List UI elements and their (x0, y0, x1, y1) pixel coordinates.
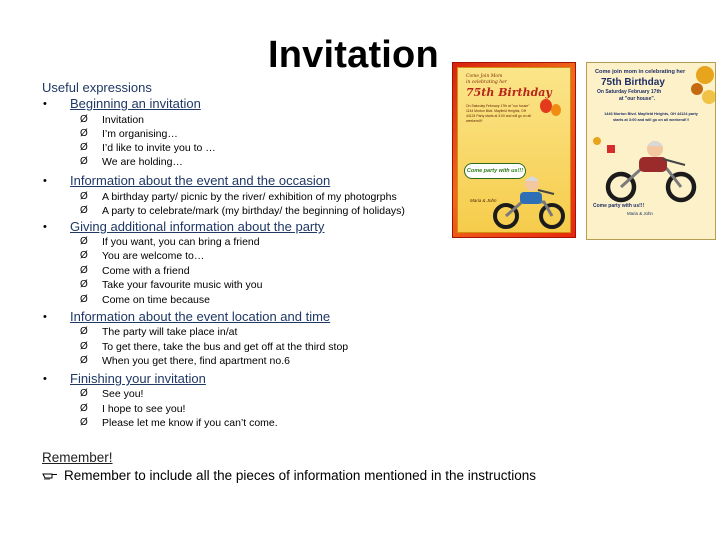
arrow-bullet-icon: Ø (80, 403, 88, 414)
arrow-bullet-icon: Ø (80, 355, 88, 366)
section-heading: Giving additional information about the party (70, 219, 325, 234)
invitation-card-image-2 (586, 62, 716, 240)
arrow-bullet-icon: Ø (80, 114, 88, 125)
balloons-icon (536, 96, 566, 126)
grandma-motorbike-icon (601, 139, 701, 203)
bullet: • (43, 221, 47, 233)
arrow-bullet-icon: Ø (80, 388, 88, 399)
slide-title: Invitation (268, 34, 439, 76)
grandma-motorbike-icon (488, 172, 570, 230)
bullet: • (43, 311, 47, 323)
bullet: • (43, 175, 47, 187)
card-details: On Saturday February 17th at "our house" 1144 Morton Blvd. Mayfield Heights, OH 44124 Party starts at 3:00 and will go on all weekend!!! (466, 104, 531, 123)
section-heading: Beginning an invitation (70, 96, 201, 111)
arrow-bullet-icon: Ø (80, 250, 88, 261)
bullet: • (43, 98, 47, 110)
card-text: Come Join Mom (466, 74, 503, 79)
card-inner (457, 67, 571, 233)
section-heading: Finishing your invitation (70, 371, 206, 386)
card-names: Maria & John (627, 211, 653, 216)
arrow-bullet-icon: Ø (80, 128, 88, 139)
arrow-bullet-icon: Ø (80, 236, 88, 247)
arrow-bullet-icon: Ø (80, 341, 88, 352)
arrow-bullet-icon: Ø (80, 279, 88, 290)
remember-text: Remember to include all the pieces of information mentioned in the instructions (64, 468, 536, 483)
card-text: On Saturday February 17th (597, 89, 662, 95)
section-heading: Information about the event and the occasion (70, 173, 331, 188)
bullet: • (43, 373, 47, 385)
arrow-bullet-icon: Ø (80, 294, 88, 305)
section-heading: Information about the event location and time (70, 309, 331, 324)
arrow-bullet-icon: Ø (80, 142, 88, 153)
pointing-hand-icon (42, 468, 64, 483)
remember-line (42, 468, 536, 483)
arrow-bullet-icon: Ø (80, 156, 88, 167)
invitation-card-image-1 (452, 62, 576, 238)
remember-title: Remember! (42, 450, 113, 465)
card-names: Maria & John (470, 198, 497, 203)
card-text: at "our house". (619, 96, 656, 102)
card-text: in celebrating her (466, 80, 507, 85)
arrow-bullet-icon: Ø (80, 417, 88, 428)
card-text: Come join mom in celebrating her (595, 69, 686, 75)
card-title: 75th Birthday (601, 77, 665, 88)
card-details: 1446 Morton Blvd. Mayfield Heights, OH 44124 party starts at 3:00 and will go on all weekend!!! (604, 112, 698, 122)
arrow-bullet-icon: Ø (80, 265, 88, 276)
arrow-bullet-icon: Ø (80, 191, 88, 202)
arrow-bullet-icon: Ø (80, 205, 88, 216)
card-bubble: Come party with us!!! (464, 163, 526, 179)
useful-expressions-label: Useful expressions (42, 80, 152, 95)
arrow-bullet-icon: Ø (80, 326, 88, 337)
card-text: Come party with us!!! (593, 203, 645, 209)
card-title: 75th Birthday (466, 86, 552, 99)
